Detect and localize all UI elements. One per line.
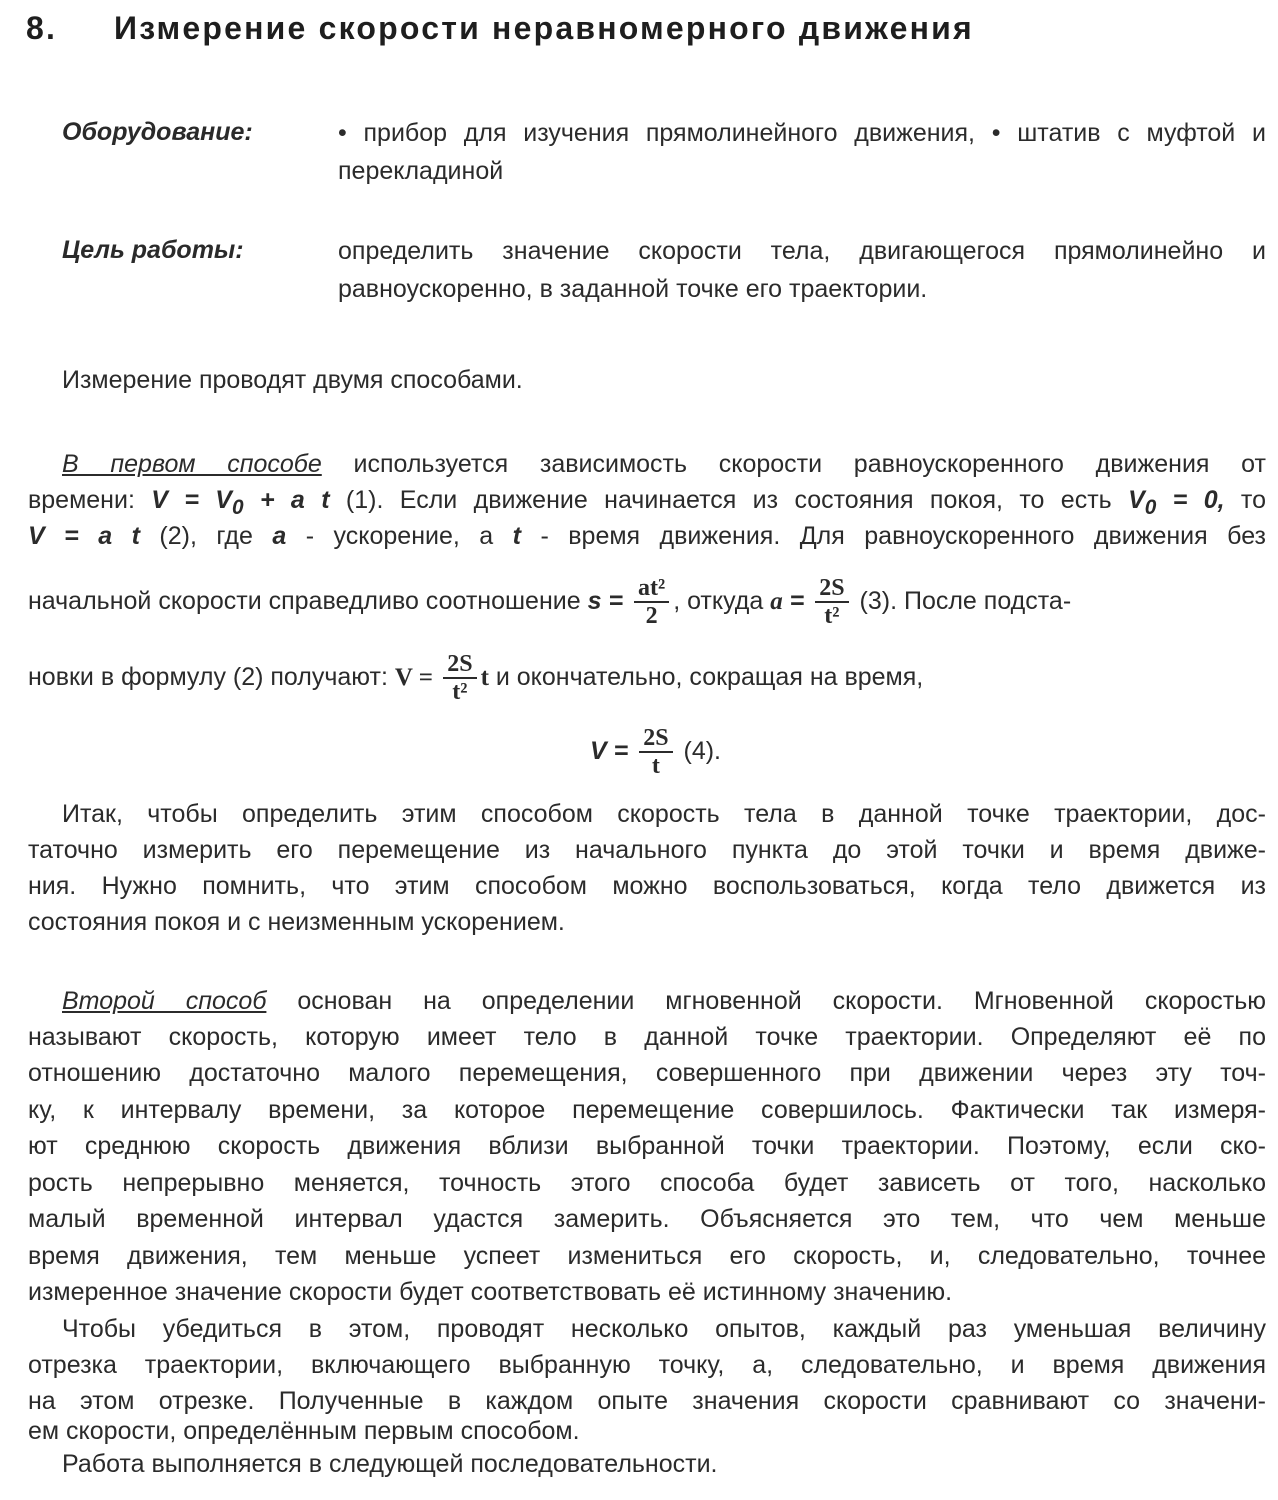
formula-2: V = a t	[28, 522, 140, 550]
method2-para2-line: ем скорости, определённым первым способом.	[28, 1417, 580, 1445]
method2-line: Второй способ основан на определении мгновенной скорости. Мгновенной скоростью	[62, 987, 1266, 1015]
method2-line: измеренное значение скорости будет соответствовать её истинному значению.	[28, 1278, 953, 1306]
goal-text: определить значение скорости тела, двигающегося прямолинейно и равноускоренно, в заданной точке его траектории.	[338, 237, 1266, 303]
final-sentence: Работа выполняется в следующей последовательности.	[62, 1450, 718, 1478]
fraction-2s-over-t2-b: $\frac{2S}{\text{t²}}$	[443, 651, 476, 705]
formula-v0-zero: $V_0 = 0$,	[1128, 486, 1225, 519]
method1-line-4: начальной скорости справедливо соотношение s = $\frac{\text{at²}}{2}$ , откуда a = $\frac{2S}{\text{t²}}$ (3). После подста-	[28, 575, 1072, 630]
method1-para-line: состояния покоя и с неизменным ускорением.	[28, 908, 565, 936]
method2-para2-line: на этом отрезке. Полученные в каждом опыте значения скорости сравнивают со значени-	[28, 1387, 1266, 1415]
method1-heading: В первом способе	[62, 450, 322, 478]
formula-1: $V = V_0 + a$ t	[151, 486, 330, 519]
method2-heading: Второй способ	[62, 987, 267, 1015]
method1-para-line: ния. Нужно помнить, что этим способом можно воспользоваться, когда тело движется из	[28, 872, 1266, 900]
method2-line: отношению достаточно малого перемещения, совершенного при движении через эту точ-	[28, 1059, 1266, 1087]
formula-4: V = $\frac{2S}{t}$ (4).	[590, 725, 721, 780]
method2-line: время движения, тем меньше успеет измениться его скорость, и, следовательно, точнее	[28, 1242, 1266, 1270]
section-number: 8.	[26, 10, 58, 46]
fraction-2s-over-t: $\frac{2S}{t}$	[639, 725, 672, 779]
method2-para2-line: Чтобы убедиться в этом, проводят несколько опытов, каждый раз уменьшая величину	[62, 1315, 1266, 1343]
method1-para-line: Итак, чтобы определить этим способом скорость тела в данной точке траектории, дос-	[62, 800, 1266, 828]
page-title	[26, 10, 974, 47]
method2-line: называют скорость, которую имеет тело в данной точке траектории. Определяют её по	[28, 1023, 1266, 1051]
goal-label: Цель работы:	[62, 236, 244, 264]
fraction-at2-over-2: $\frac{\text{at²}}{2}$	[634, 575, 669, 629]
method2-line: рость непрерывно меняется, точность этого способа будет зависеть от того, насколько	[28, 1169, 1266, 1197]
method2-line: малый временной интервал удастся замерить. Объясняется это тем, что чем меньше	[28, 1205, 1266, 1233]
method1-line-2: времени: $V = V_0 + a$ t (1). Если движение начинается из состояния покоя, то есть $V_0 = 0$, то	[28, 486, 1266, 519]
section-title: Измерение скорости неравномерного движения	[114, 10, 974, 46]
equipment-text: • прибор для изучения прямолинейного движения, • штатив с муфтой и перекладиной	[338, 119, 1266, 185]
method1-para-line: таточно измерить его перемещение из начального пункта до этой точки и время движе-	[28, 836, 1266, 864]
method1-line-3: V = a t (2), где a - ускорение, а t - время движения. Для равноускоренного движения без	[28, 522, 1267, 550]
method2-line: ку, к интервалу времени, за которое перемещение совершилось. Фактически так измеря-	[28, 1096, 1266, 1124]
method2-line: ют среднюю скорость движения вблизи выбранной точки траектории. Поэтому, если ско-	[28, 1132, 1266, 1160]
equipment-label: Оборудование:	[62, 118, 253, 146]
method1-line-1: В первом способе используется зависимость скорости равноускоренного движения от	[62, 450, 1266, 478]
method2-para2-line: отрезка траектории, включающего выбранную точку, а, следовательно, и время движения	[28, 1351, 1266, 1379]
method1-line-5: новки в формулу (2) получают: V = $\frac{2S}{\text{t²}}$ t и окончательно, сокращая на время,	[28, 651, 924, 706]
fraction-2s-over-t2: $\frac{2S}{\text{t²}}$	[815, 575, 848, 629]
intro-text: Измерение проводят двумя способами.	[62, 366, 523, 394]
